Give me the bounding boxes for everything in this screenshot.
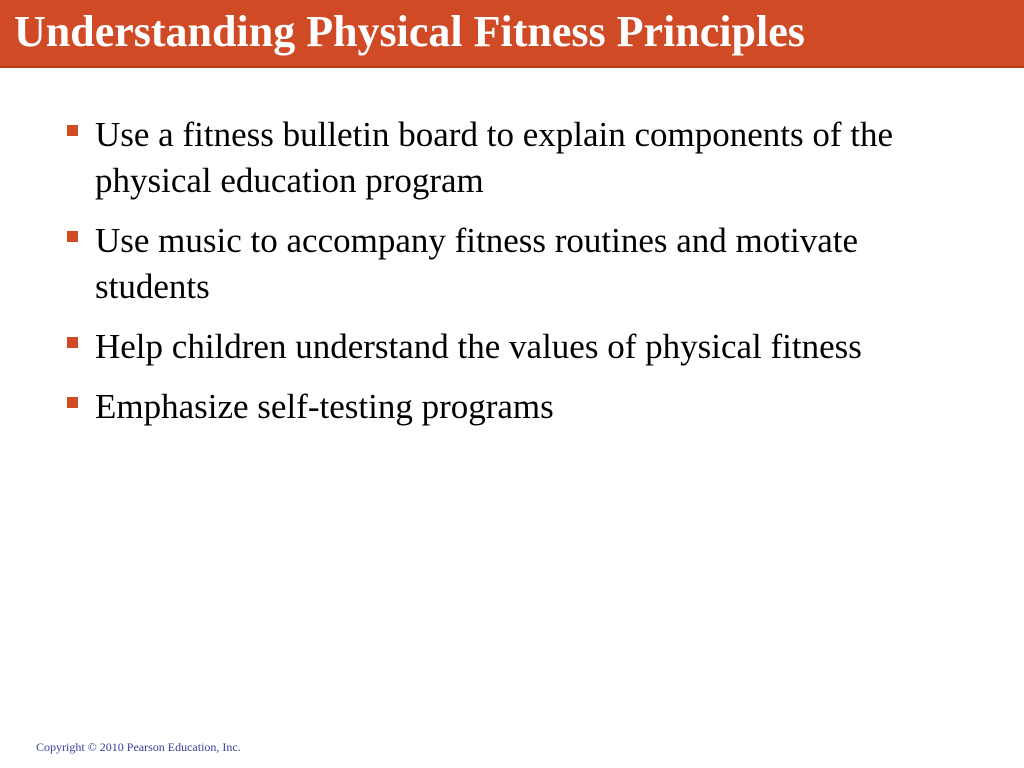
square-bullet-icon [67,337,78,348]
slide-title: Understanding Physical Fitness Principles [14,7,805,56]
bullet-text: Help children understand the values of physical fitness [95,327,862,366]
bullet-text: Use music to accompany fitness routines and motivate students [95,221,859,306]
bullet-item [66,384,976,430]
bullet-item [66,324,976,370]
copyright-footer: Copyright © 2010 Pearson Education, Inc. [36,740,241,754]
bullet-text: Emphasize self-testing programs [95,387,554,426]
square-bullet-icon [67,231,78,242]
bullet-text: Use a fitness bulletin board to explain components of the physical education program [95,115,894,200]
bullet-list [66,112,976,444]
title-bar [0,0,1024,68]
square-bullet-icon [67,397,78,408]
bullet-item [66,218,976,310]
bullet-item [66,112,976,204]
square-bullet-icon [67,125,78,136]
